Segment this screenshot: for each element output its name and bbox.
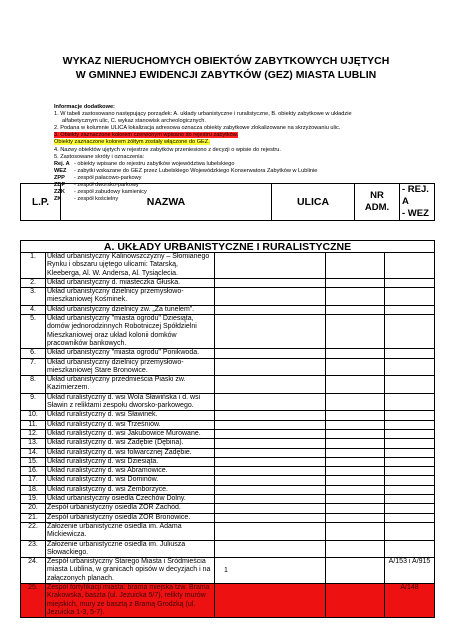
row-nazwa: Układ urbanistyczny d. miasteczka Głuska. bbox=[46, 278, 215, 287]
table-header bbox=[20, 183, 435, 221]
table-row bbox=[21, 457, 435, 466]
row-lp: 4. bbox=[21, 305, 46, 314]
row-ulica bbox=[215, 393, 326, 411]
row-ulica bbox=[215, 376, 326, 394]
row-nazwa: Układ ruralistyczny d. wsi Sławinek. bbox=[46, 411, 215, 420]
abbreviation-value: - zabytki wskazane do GEZ przez Lubelskiego Wojewódzkiego Konserwatora Zabytków w Lublinie bbox=[74, 167, 318, 174]
row-nazwa: Układ ruralistyczny d. wsi Wola Sławińska i d. wsi Sławin z reliktami zespołu dworsko-parkowego. bbox=[46, 393, 215, 411]
row-lp: 1. bbox=[21, 253, 46, 279]
abbreviation-key: ZDP bbox=[54, 182, 66, 189]
row-ulica bbox=[215, 457, 326, 466]
row-ulica bbox=[215, 504, 326, 513]
row-lp: 18. bbox=[21, 485, 46, 494]
table-row bbox=[21, 315, 435, 349]
row-nazwa: Układ ruralistyczny d. wsi Jakubowice Murowane. bbox=[46, 429, 215, 438]
row-nr-adm bbox=[326, 358, 385, 376]
row-ulica bbox=[215, 467, 326, 476]
row-rej: A/153 i A/915 bbox=[385, 558, 435, 584]
table-row bbox=[21, 358, 435, 376]
row-ulica bbox=[215, 278, 326, 287]
header-lp: L.P. bbox=[21, 184, 61, 221]
row-lp: 16. bbox=[21, 467, 46, 476]
header-adm: ADM. bbox=[364, 202, 390, 213]
row-lp: 8. bbox=[21, 376, 46, 394]
row-rej bbox=[385, 504, 435, 513]
document-title-line-1: WYKAZ NIERUCHOMYCH OBIEKTÓW ZABYTKOWYCH UJĘTYCH bbox=[62, 55, 390, 67]
row-rej bbox=[385, 495, 435, 504]
header-nr-adm bbox=[355, 184, 400, 221]
row-nr-adm bbox=[326, 411, 385, 420]
row-nazwa: Zespół urbanistyczny osiedla ZOR Bronowice. bbox=[46, 513, 215, 522]
row-ulica bbox=[215, 476, 326, 485]
row-nr-adm bbox=[326, 522, 385, 540]
row-nr-adm bbox=[326, 349, 385, 358]
abbreviation-value: - zespół pałacowo-parkowy bbox=[74, 174, 142, 181]
page-number: 1 bbox=[224, 567, 228, 574]
table-row bbox=[21, 349, 435, 358]
row-rej bbox=[385, 457, 435, 466]
table-row bbox=[21, 305, 435, 314]
row-rej bbox=[385, 540, 435, 558]
row-lp: 23. bbox=[21, 540, 46, 558]
row-lp: 22. bbox=[21, 522, 46, 540]
abbreviation-value: - zespół kościelny bbox=[74, 196, 119, 203]
row-rej bbox=[385, 278, 435, 287]
row-ulica bbox=[215, 429, 326, 438]
row-lp: 20. bbox=[21, 504, 46, 513]
table-row bbox=[21, 393, 435, 411]
row-rej bbox=[385, 429, 435, 438]
row-lp: 17. bbox=[21, 476, 46, 485]
abbreviation-key: Rej. A bbox=[54, 160, 70, 167]
header-rej-wez bbox=[400, 184, 435, 221]
abbreviation-value: - zespół dworsko-parkowy bbox=[74, 182, 139, 189]
row-nazwa: Układ ruralistyczny d. wsi Dominów. bbox=[46, 476, 215, 485]
row-nazwa: Układ ruralistyczny d. wsi Zadębie (Dębina). bbox=[46, 439, 215, 448]
row-nr-adm bbox=[326, 583, 385, 617]
row-nr-adm bbox=[326, 376, 385, 394]
table-row bbox=[21, 288, 435, 306]
row-nazwa: Układ ruralistyczny d. wsi Trześniów. bbox=[46, 420, 215, 429]
info-point-5: 5. Zastosowane skróty i oznaczenia: bbox=[54, 153, 145, 160]
row-nazwa: Układ urbanistyczny dzielnicy zw. „Za tunelem”. bbox=[46, 305, 215, 314]
row-lp: 9. bbox=[21, 393, 46, 411]
row-nazwa: Układ urbanistyczny Kalinowszczyzny – Słomianego Rynku i obszaru ujętego ulicami: Tatarską, Kleeberga, Al. W. Andersa, Al. Tysiąclecia. bbox=[46, 253, 215, 279]
row-lp: 15. bbox=[21, 457, 46, 466]
row-lp: 7. bbox=[21, 358, 46, 376]
abbreviation-value: - obiekty wpisane do rejestru zabytków województwa lubelskiego bbox=[74, 160, 235, 167]
header-wez: - WEZ bbox=[402, 208, 429, 219]
header-rej: - REJ. A bbox=[402, 184, 429, 207]
table-row bbox=[21, 376, 435, 394]
row-lp: 19. bbox=[21, 495, 46, 504]
abbreviation-key: ZK bbox=[54, 196, 62, 203]
row-ulica bbox=[215, 513, 326, 522]
row-rej bbox=[385, 448, 435, 457]
row-rej bbox=[385, 288, 435, 306]
row-nazwa: Układ urbanistyczny przedmieścia Piaski zw. Kazimierzem. bbox=[46, 376, 215, 394]
header-ulica: ULICA bbox=[272, 184, 355, 221]
row-nazwa: Układ ruralistyczny d. wsi Dziesiąta. bbox=[46, 457, 215, 466]
row-nazwa: Układ urbanistyczny dzielnicy przemysłowo-mieszkaniowej Stare Bronowice. bbox=[46, 358, 215, 376]
table-row bbox=[21, 411, 435, 420]
row-ulica bbox=[215, 448, 326, 457]
table-row bbox=[21, 513, 435, 522]
row-ulica bbox=[215, 522, 326, 540]
row-rej bbox=[385, 420, 435, 429]
abbreviation-item bbox=[54, 175, 414, 182]
row-rej bbox=[385, 393, 435, 411]
info-point-2: 2. Podana w kolumnie ULICA lokalizacja adresowa oznacza obiekty zabytkowe zlokalizowane na skrzyżowaniu ulic. bbox=[54, 125, 341, 132]
row-nr-adm bbox=[326, 467, 385, 476]
row-rej bbox=[385, 305, 435, 314]
row-nr-adm bbox=[326, 495, 385, 504]
row-ulica bbox=[215, 420, 326, 429]
row-nazwa: Założenie urbanistyczne osiedla im. Juliusza Słowackiego. bbox=[46, 540, 215, 558]
row-rej bbox=[385, 522, 435, 540]
row-ulica bbox=[215, 305, 326, 314]
row-nr-adm bbox=[326, 439, 385, 448]
row-ulica bbox=[215, 485, 326, 494]
row-lp: 3. bbox=[21, 288, 46, 306]
row-nazwa: Układ ruralistyczny d. wsi Zemborzyce. bbox=[46, 485, 215, 494]
row-ulica bbox=[215, 288, 326, 306]
row-nazwa: Założenie urbanistyczne osiedla im. Adama Mickiewicza. bbox=[46, 522, 215, 540]
abbreviation-value: - zespół zabudowy kamienicy bbox=[74, 189, 147, 196]
table-row bbox=[21, 439, 435, 448]
table-row bbox=[21, 504, 435, 513]
row-nr-adm bbox=[326, 278, 385, 287]
row-nazwa: Układ urbanistyczny dzielnicy przemysłowo-mieszkaniowej Kośminek. bbox=[46, 288, 215, 306]
row-nr-adm bbox=[326, 448, 385, 457]
table-row bbox=[21, 495, 435, 504]
row-lp: 10. bbox=[21, 411, 46, 420]
info-point-3b: Obiekty zaznaczone kolorem żółtym zostały włączone do GEZ. bbox=[54, 139, 210, 146]
row-ulica bbox=[215, 358, 326, 376]
table-row bbox=[21, 467, 435, 476]
row-lp: 24. bbox=[21, 558, 46, 584]
info-point-1-cont: alfabetycznym ulic, C. wykaz stanowisk archeologicznych. bbox=[62, 118, 206, 125]
info-point-4: 4. Nazwy obiektów ujętych w rejestrze zabytków przeniesiono z decyzji o wpisie do rejestru. bbox=[54, 146, 281, 153]
row-rej bbox=[385, 467, 435, 476]
abbreviation-item bbox=[54, 168, 414, 175]
row-rej bbox=[385, 485, 435, 494]
row-rej bbox=[385, 411, 435, 420]
info-point-1: 1. W tabeli zastosowano następujący porządek: A. układy urbanistyczne i ruralistyczne, B. obiekty zabytkowe w układzie bbox=[54, 111, 352, 118]
row-lp: 21. bbox=[21, 513, 46, 522]
row-nazwa: Układ ruralistyczny d. wsi folwarcznej Zadębie. bbox=[46, 448, 215, 457]
row-rej bbox=[385, 476, 435, 485]
row-nr-adm bbox=[326, 476, 385, 485]
row-ulica bbox=[215, 411, 326, 420]
row-nazwa: Układ urbanistyczny "miasta ogrodu" Ponikwoda. bbox=[46, 349, 215, 358]
row-ulica bbox=[215, 349, 326, 358]
table-row bbox=[21, 583, 435, 617]
row-rej bbox=[385, 315, 435, 349]
header-nazwa: NAZWA bbox=[61, 184, 272, 221]
row-ulica bbox=[215, 540, 326, 558]
table-row bbox=[21, 485, 435, 494]
row-rej bbox=[385, 253, 435, 279]
row-lp: 11. bbox=[21, 420, 46, 429]
row-ulica bbox=[215, 495, 326, 504]
row-ulica bbox=[215, 583, 326, 617]
table-row bbox=[21, 540, 435, 558]
table-row bbox=[21, 522, 435, 540]
row-ulica bbox=[215, 253, 326, 279]
row-nr-adm bbox=[326, 253, 385, 279]
row-lp: 5. bbox=[21, 315, 46, 349]
header-nr: NR bbox=[370, 190, 384, 201]
row-nr-adm bbox=[326, 315, 385, 349]
row-lp: 25. bbox=[21, 583, 46, 617]
row-lp: 12. bbox=[21, 429, 46, 438]
row-rej bbox=[385, 358, 435, 376]
row-ulica bbox=[215, 439, 326, 448]
row-nr-adm bbox=[326, 457, 385, 466]
row-nazwa: Zespół urbanistyczny osiedla ZOR Zachód. bbox=[46, 504, 215, 513]
row-nazwa: Układ ruralistyczny d. wsi Abramowice. bbox=[46, 467, 215, 476]
row-nr-adm bbox=[326, 485, 385, 494]
info-heading: Informacje dodatkowe: bbox=[54, 104, 115, 110]
row-nr-adm bbox=[326, 429, 385, 438]
abbreviation-key: ZZK bbox=[54, 189, 65, 196]
row-rej bbox=[385, 349, 435, 358]
row-nazwa: Układ urbanistyczny "miasta ogrodu" Dziesiąta, domów jednorodzinnych Robotniczej Spółdzielni Mieszkaniowej oraz układ kolonii domków pracowników bankowych. bbox=[46, 315, 215, 349]
row-nr-adm bbox=[326, 393, 385, 411]
row-nazwa: Układ urbanistyczny osiedla Czechów Dolny. bbox=[46, 495, 215, 504]
row-lp: 6. bbox=[21, 349, 46, 358]
row-lp: 14. bbox=[21, 448, 46, 457]
row-ulica bbox=[215, 315, 326, 349]
abbreviation-key: ZPP bbox=[54, 174, 65, 181]
info-point-3: 3. Obiekty zaznaczone kolorem czerwonym wpisano do rejestru zabytków. bbox=[54, 132, 239, 139]
abbreviation-key: WEZ bbox=[54, 167, 67, 174]
row-nr-adm bbox=[326, 540, 385, 558]
table-row bbox=[21, 253, 435, 279]
row-nr-adm bbox=[326, 504, 385, 513]
row-nr-adm bbox=[326, 288, 385, 306]
abbreviation-item bbox=[54, 161, 414, 168]
row-nazwa: Zespół urbanistyczny Starego Miasta i Śródmieścia miasta Lublina, w granicach opisów w decyzjach i na załączonych planach. bbox=[46, 558, 215, 584]
row-rej bbox=[385, 513, 435, 522]
row-rej: A/148 bbox=[385, 583, 435, 617]
row-nr-adm bbox=[326, 513, 385, 522]
entries-table bbox=[20, 252, 435, 618]
document-title-line-2: W GMINNEJ EWIDENCJI ZABYTKÓW (GEZ) MIASTA LUBLIN bbox=[75, 69, 377, 81]
row-lp: 2. bbox=[21, 278, 46, 287]
row-rej bbox=[385, 439, 435, 448]
table-row bbox=[21, 420, 435, 429]
row-nazwa: Zespół fortyfikacji miasta: brama miejska tzw. Brama Krakowska, baszta (ul. Jezuicka 5/7), relikty murów miejskich, mury ze basztą z Bramą Grodzką (ul. Jezuicka 1-3, 5-7). bbox=[46, 583, 215, 617]
section-heading-a: A. UKŁADY URBANISTYCZNE I RURALISTYCZNE bbox=[20, 240, 435, 252]
row-rej bbox=[385, 376, 435, 394]
table-row bbox=[21, 429, 435, 438]
table-row bbox=[21, 476, 435, 485]
table-row bbox=[21, 278, 435, 287]
row-nr-adm bbox=[326, 305, 385, 314]
row-nr-adm bbox=[326, 420, 385, 429]
table-row bbox=[21, 448, 435, 457]
row-lp: 13. bbox=[21, 439, 46, 448]
